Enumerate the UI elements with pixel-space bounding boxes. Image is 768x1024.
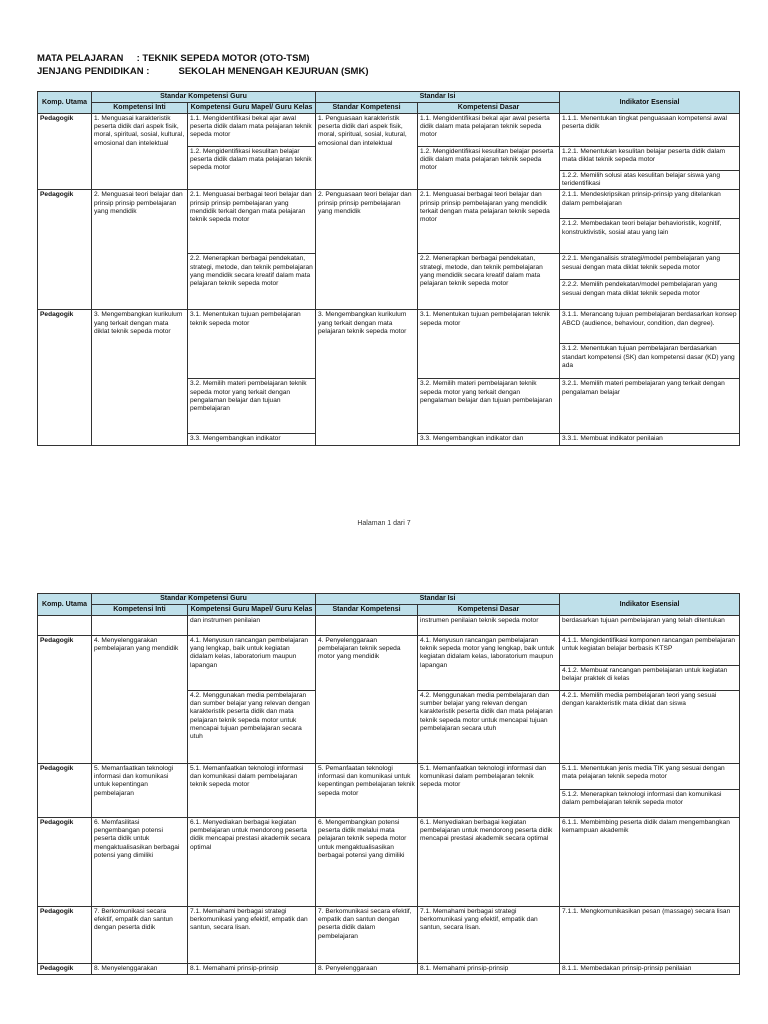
kompetensi-mapel-cell: 2.1. Menguasai berbagai teori belajar dan prinsip prinsip pembelajaran yang mendidik terkait dengan mata pelajaran teknik sepeda motor bbox=[188, 190, 316, 254]
standar-kompetensi-cell: 4. Penyelenggaraan pembelajaran teknik sepeda motor yang mendidik bbox=[316, 636, 418, 764]
kompetensi-inti-cell: 3. Mengembangkan kurikulum yang terkait dengan mata diklat teknik sepeda motor bbox=[92, 310, 188, 445]
header-standar-isi: Standar Isi bbox=[316, 594, 560, 605]
header-kompetensi-dasar: Kompetensi Dasar bbox=[418, 605, 560, 616]
kompetensi-mapel-cell: 5.1. Memanfaatkan teknologi informasi dan komunikasi dalam pembelajaran teknik sepeda motor bbox=[188, 764, 316, 818]
indikator-cell: 2.1.2. Membedakan teori belajar behavioristik, kognitif, konstruktivistik, sosial atau yang lain bbox=[560, 219, 740, 254]
kompetensi-dasar-cell: 1.2. Mengidentifikasi kesulitan belajar peserta didik dalam mata pelajaran teknik sepeda motor bbox=[418, 147, 560, 190]
standar-kompetensi-cell bbox=[316, 616, 418, 636]
subject-label: MATA PELAJARAN bbox=[37, 53, 124, 64]
kompetensi-dasar-cell: 2.1. Menguasai berbagai teori belajar dan prinsip prinsip pembelajaran yang mendidik terkait dengan mata pelajaran teknik sepeda motor bbox=[418, 190, 560, 254]
komp-utama-cell: Pedagogik bbox=[38, 636, 92, 764]
kompetensi-mapel-cell: 7.1. Memahami berbagai strategi berkomunikasi yang efektif, empatik dan santun, secara lisan. bbox=[188, 907, 316, 964]
kompetensi-mapel-cell: 8.1. Memahami prinsip-prinsip bbox=[188, 964, 316, 975]
indikator-cell: 1.2.2. Memilih solusi atas kesulitan belajar siswa yang teridentifikasi bbox=[560, 171, 740, 190]
komp-utama-cell: Pedagogik bbox=[38, 907, 92, 964]
standar-kompetensi-cell: 1. Penguasaan karakteristik peserta didik dari aspek fisik, moral, spiritual, sosial, kutural, emosional dan intelektual bbox=[316, 114, 418, 190]
level-value: SEKOLAH MENENGAH KEJURUAN (SMK) bbox=[178, 66, 369, 77]
kompetensi-dasar-cell: 2.2. Menerapkan berbagai pendekatan, strategi, metode, dan teknik pembelajaran yang mendidik secara kreatif dalam mata pelajaran teknik sepeda motor bbox=[418, 254, 560, 310]
indikator-cell: 1.2.1. Menentukan kesulitan belajar peserta didik dalam mata diklat teknik sepeda motor bbox=[560, 147, 740, 171]
kompetensi-mapel-cell: 1.1. Mengidentifikasi bekal ajar awal peserta didik dalam mata pelajaran teknik sepeda motor bbox=[188, 114, 316, 147]
kompetensi-dasar-cell: 5.1. Memanfaatkan teknologi informasi dan komunikasi dalam pembelajaran teknik sepeda motor bbox=[418, 764, 560, 818]
standar-kompetensi-cell: 6. Mengembangkan potensi peserta didik melalui mata pelajaran teknik sepeda motor untuk mengaktualisasikan berbagai potensi yang dimiliki bbox=[316, 818, 418, 907]
header-standar-guru: Standar Kompetensi Guru bbox=[92, 92, 316, 103]
kompetensi-inti-cell bbox=[92, 616, 188, 636]
standar-kompetensi-cell: 3. Mengembangkan kurikulum yang terkait dengan mata pelajaran teknik sepeda motor bbox=[316, 310, 418, 445]
indikator-cell: 3.2.1. Memilih materi pembelajaran yang terkait dengan pengalaman belajar bbox=[560, 379, 740, 434]
standar-kompetensi-cell: 2. Penguasaan teori belajar dan prinsip prinsip pembelajaran yang mendidik bbox=[316, 190, 418, 310]
indikator-cell: 3.1.1. Merancang tujuan pembelajaran berdasarkan konsep ABCD (audience, behaviour, condition, dan degree). bbox=[560, 310, 740, 344]
indikator-cell: 6.1.1. Membimbing peserta didik dalam mengembangkan kemampuan akademik bbox=[560, 818, 740, 907]
kompetensi-mapel-cell: 4.1. Menyusun rancangan pembelajaran yang lengkap, baik untuk kegiatan didalam kelas, laboratorium maupun lapangan bbox=[188, 636, 316, 691]
kompetensi-dasar-cell: 4.2. Menggunakan media pembelajaran dan sumber belajar yang relevan dengan karakteristik peserta didik dan mata pelajaran teknik sepeda motor untuk mencapai tujuan pembelajaran secara utuh bbox=[418, 691, 560, 764]
header-komp-utama: Komp. Utama bbox=[38, 92, 92, 114]
indikator-cell: berdasarkan tujuan pembelajaran yang telah ditentukan bbox=[560, 616, 740, 636]
indikator-cell: 4.2.1. Memilih media pembelajaran teori yang sesuai dengan karakteristik mata diklat dan siswa bbox=[560, 691, 740, 764]
kompetensi-inti-cell: 8. Menyelenggarakan bbox=[92, 964, 188, 975]
kompetensi-dasar-cell: 3.3. Mengembangkan indikator dan bbox=[418, 434, 560, 445]
kompetensi-mapel-cell: 2.2. Menerapkan berbagai pendekatan, strategi, metode, dan teknik pembelajaran yang mendidik secara kreatif dalam mata pelajaran teknik sepeda motor bbox=[188, 254, 316, 310]
kompetensi-mapel-cell: 3.1. Menentukan tujuan pembelajaran teknik sepeda motor bbox=[188, 310, 316, 379]
indikator-cell: 7.1.1. Mengkomunikasikan pesan (massage) secara lisan bbox=[560, 907, 740, 964]
header-kompetensi-inti: Kompetensi Inti bbox=[92, 605, 188, 616]
komp-utama-cell bbox=[38, 616, 92, 636]
indikator-cell: 4.1.2. Membuat rancangan pembelajaran untuk kegiatan belajar praktek di kelas bbox=[560, 666, 740, 691]
kompetensi-dasar-cell: instrumen penilaian teknik sepeda motor bbox=[418, 616, 560, 636]
kompetensi-inti-cell: 7. Berkomunikasi secara efektif, empatik dan santun dengan peserta didik bbox=[92, 907, 188, 964]
kompetensi-dasar-cell: 1.1. Mengidentifikasi bekal ajar awal peserta didik dalam mata pelajaran teknik sepeda motor bbox=[418, 114, 560, 147]
kompetensi-dasar-cell: 7.1. Memahami berbagai strategi berkomunikasi yang efektif, empatik dan santun, secara lisan. bbox=[418, 907, 560, 964]
kompetensi-dasar-cell: 3.2. Memilih materi pembelajaran teknik sepeda motor yang terkait dengan pengalaman belajar dan tujuan pembelajaran bbox=[418, 379, 560, 434]
komp-utama-cell: Pedagogik bbox=[38, 764, 92, 818]
kompetensi-mapel-cell: 3.3. Mengembangkan indikator bbox=[188, 434, 316, 445]
kompetensi-inti-cell: 2. Menguasai teori belajar dan prinsip prinsip pembelajaran yang mendidik bbox=[92, 190, 188, 310]
kompetensi-inti-cell: 5. Memanfaatkan teknologi informasi dan komunikasi untuk kepentingan pembelajaran bbox=[92, 764, 188, 818]
kompetensi-inti-cell: 1. Menguasai karakteristik peserta didik dari aspek fisik, moral, spiritual, sosial, kultural, emosional dan intelektual bbox=[92, 114, 188, 190]
kompetensi-mapel-cell: 3.2. Memilih materi pembelajaran teknik sepeda motor yang terkait dengan pengalaman belajar dan tujuan pembelajaran bbox=[188, 379, 316, 434]
header-indikator: Indikator Esensial bbox=[560, 92, 740, 114]
indikator-cell: 3.3.1. Membuat indikator penilaian bbox=[560, 434, 740, 445]
document-header bbox=[37, 52, 369, 78]
kompetensi-inti-cell: 6. Memfasilitasi pengembangan potensi peserta didik untuk mengaktualisasikan berbagai potensi yang dimiliki bbox=[92, 818, 188, 907]
subject-value: : TEKNIK SEPEDA MOTOR (OTO-TSM) bbox=[136, 53, 310, 64]
indikator-cell: 2.2.1. Menganalisis strategi/model pembelajaran yang sesuai dengan mata diklat teknik sepeda motor bbox=[560, 254, 740, 280]
indikator-cell: 4.1.1. Mengidentifikasi komponen rancangan pembelajaran untuk kegiatan belajar berbasis KTSP bbox=[560, 636, 740, 666]
kompetensi-dasar-cell: 3.1. Menentukan tujuan pembelajaran teknik sepeda motor bbox=[418, 310, 560, 379]
header-standar-guru: Standar Kompetensi Guru bbox=[92, 594, 316, 605]
competency-table-page-2 bbox=[37, 593, 740, 975]
indikator-cell: 5.1.2. Menerapkan teknologi informasi dan komunikasi dalam pembelajaran teknik sepeda motor bbox=[560, 790, 740, 818]
standar-kompetensi-cell: 7. Berkomunikasi secara efektif, empatik dan santun dengan peserta didik dalam pembelajaran bbox=[316, 907, 418, 964]
komp-utama-cell: Pedagogik bbox=[38, 964, 92, 975]
header-standar-isi: Standar Isi bbox=[316, 92, 560, 103]
indikator-cell: 3.1.2. Menentukan tujuan pembelajaran berdasarkan standart kompetensi (SK) dan kompetensi dasar (KD) yang ada bbox=[560, 344, 740, 379]
header-kompetensi-mapel: Kompetensi Guru Mapel/ Guru Kelas bbox=[188, 103, 316, 114]
indikator-cell: 2.1.1. Mendeskripsikan prinsip-prinsip yang ditelankan dalam pembelajaran bbox=[560, 190, 740, 219]
indikator-cell: 2.2.2. Memilih pendekatan/model pembelajaran yang sesuai dengan mata diklat teknik sepeda motor bbox=[560, 280, 740, 310]
komp-utama-cell: Pedagogik bbox=[38, 818, 92, 907]
kompetensi-dasar-cell: 4.1. Menyusun rancangan pembelajaran teknik sepeda motor yang lengkap, baik untuk kegiatan didalam kelas, laboratorium maupun lapangan bbox=[418, 636, 560, 691]
komp-utama-cell: Pedagogik bbox=[38, 190, 92, 310]
kompetensi-dasar-cell: 8.1. Memahami prinsip-prinsip bbox=[418, 964, 560, 975]
standar-kompetensi-cell: 8. Penyelenggaraan bbox=[316, 964, 418, 975]
page-number: Halaman 1 dari 7 bbox=[357, 520, 411, 527]
header-kompetensi-inti: Kompetensi Inti bbox=[92, 103, 188, 114]
kompetensi-dasar-cell: 6.1. Menyediakan berbagai kegiatan pembelajaran untuk mendorong peserta didik mencapai prestasi akademik secara optimal bbox=[418, 818, 560, 907]
header-kompetensi-dasar: Kompetensi Dasar bbox=[418, 103, 560, 114]
indikator-cell: 5.1.1. Menentukan jenis media TIK yang sesuai dengan mata pelajaran teknik sepeda motor bbox=[560, 764, 740, 790]
header-kompetensi-mapel: Kompetensi Guru Mapel/ Guru Kelas bbox=[188, 605, 316, 616]
level-label: JENJANG PENDIDIKAN : bbox=[37, 66, 150, 77]
kompetensi-mapel-cell: dan instrumen penilaian bbox=[188, 616, 316, 636]
header-standar-kompetensi: Standar Kompetensi bbox=[316, 605, 418, 616]
header-indikator: Indikator Esensial bbox=[560, 594, 740, 616]
kompetensi-mapel-cell: 4.2. Menggunakan media pembelajaran dan sumber belajar yang relevan dengan karakteristik peserta didik dan mata pelajaran teknik sepeda motor untuk mencapai tujuan pembelajaran secara utuh bbox=[188, 691, 316, 764]
standar-kompetensi-cell: 5. Pemanfaatan teknologi informasi dan komunikasi untuk kepentingan pembelajaran teknik sepeda motor bbox=[316, 764, 418, 818]
kompetensi-mapel-cell: 1.2. Mengidentifikasi kesulitan belajar peserta didik dalam mata pelajaran teknik sepeda motor bbox=[188, 147, 316, 190]
komp-utama-cell: Pedagogik bbox=[38, 114, 92, 190]
indikator-cell: 8.1.1. Membedakan prinsip-prinsip penilaian bbox=[560, 964, 740, 975]
header-komp-utama: Komp. Utama bbox=[38, 594, 92, 616]
komp-utama-cell: Pedagogik bbox=[38, 310, 92, 445]
header-standar-kompetensi: Standar Kompetensi bbox=[316, 103, 418, 114]
kompetensi-mapel-cell: 6.1. Menyediakan berbagai kegiatan pembelajaran untuk mendorong peserta didik mencapai prestasi akademik secara optimal bbox=[188, 818, 316, 907]
kompetensi-inti-cell: 4. Menyelenggarakan pembelajaran yang mendidik bbox=[92, 636, 188, 764]
indikator-cell: 1.1.1. Menentukan tingkat penguasaan kompetensi awal peserta didik bbox=[560, 114, 740, 147]
competency-table-page-1 bbox=[37, 91, 740, 446]
